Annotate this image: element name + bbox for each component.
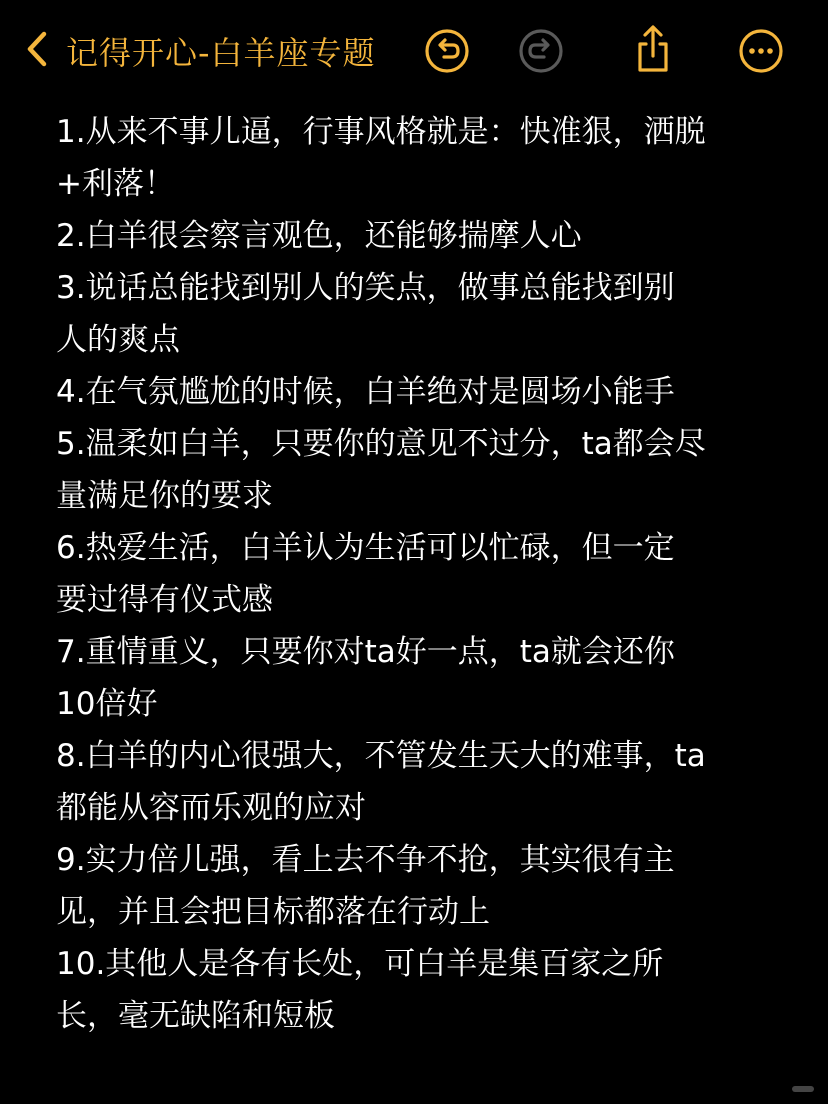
more-button[interactable] — [738, 28, 784, 74]
redo-button[interactable] — [518, 28, 564, 74]
note-line: 6.热爱生活，白羊认为生活可以忙碌，但一定 — [56, 530, 675, 566]
note-line: 见，并且会把目标都落在行动上 — [56, 894, 490, 930]
note-line: 9.实力倍儿强，看上去不争不抢，其实很有主 — [56, 842, 675, 878]
undo-button[interactable] — [424, 28, 470, 74]
note-line: 1.从来不事儿逼，行事风格就是：快准狠，洒脱 — [56, 114, 706, 150]
note-line: 5.温柔如白羊，只要你的意见不过分，ta都会尽 — [56, 426, 706, 462]
note-line: 4.在气氛尴尬的时候，白羊绝对是圆场小能手 — [56, 374, 675, 410]
note-line: 量满足你的要求 — [56, 478, 273, 514]
note-line: +利落！ — [56, 166, 175, 202]
note-line: 10.其他人是各有长处，可白羊是集百家之所 — [56, 946, 664, 982]
note-line: 2.白羊很会察言观色，还能够揣摩人心 — [56, 218, 582, 254]
share-icon — [630, 24, 676, 74]
note-line: 7.重情重义，只要你对ta好一点，ta就会还你 — [56, 634, 675, 670]
nav-bar — [0, 0, 828, 104]
note-line: 3.说话总能找到别人的笑点，做事总能找到别 — [56, 270, 675, 306]
home-indicator — [792, 1086, 814, 1092]
note-line: 要过得有仪式感 — [56, 582, 273, 618]
chevron-left-icon — [22, 29, 66, 73]
note-line: 人的爽点 — [56, 322, 180, 358]
note-line: 长，毫无缺陷和短板 — [56, 998, 335, 1034]
undo-icon — [424, 28, 470, 74]
redo-icon — [518, 28, 564, 74]
note-title: 记得开心-白羊座专题 — [66, 34, 376, 72]
note-line: 8.白羊的内心很强大，不管发生天大的难事，ta — [56, 738, 706, 774]
back-button[interactable] — [22, 26, 376, 76]
note-body[interactable] — [56, 106, 786, 1042]
share-button[interactable] — [630, 24, 676, 70]
more-icon — [738, 28, 784, 74]
note-line: 10倍好 — [56, 686, 158, 722]
note-line: 都能从容而乐观的应对 — [56, 790, 366, 826]
